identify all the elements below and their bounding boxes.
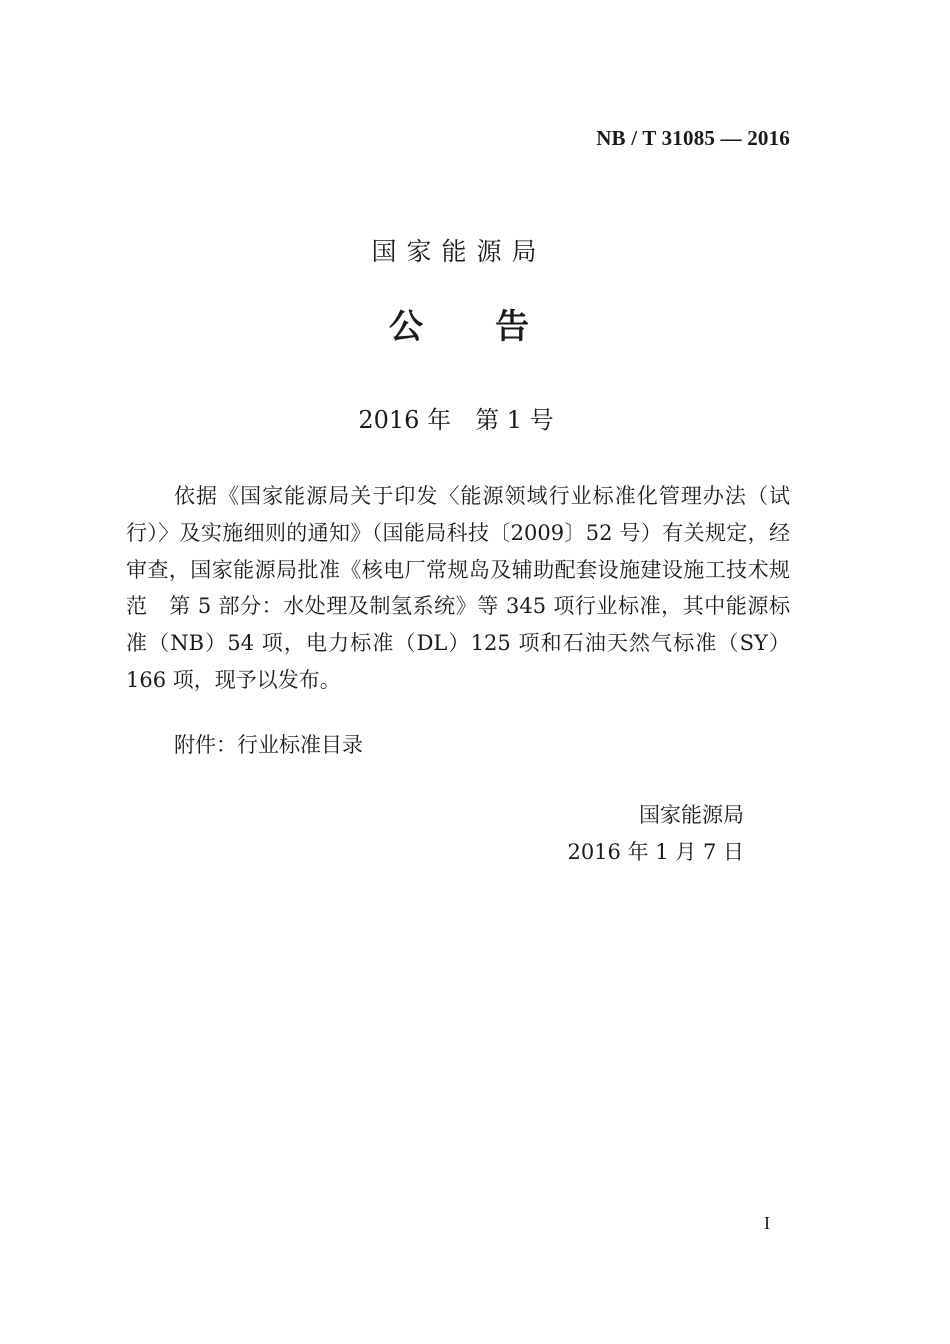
- announcement-body: 依据《国家能源局关于印发〈能源领域行业标准化管理办法（试行）〉及实施细则的通知》（国能局科技〔2009〕52 号）有关规定，经审查，国家能源局批准《核电厂常规岛及辅助配套设施建设施工技术规范 第 5 部分：水处理及制氢系统》等 345 项行业标准，其中能源标准（NB）54 项，电力标准（DL）125 项和石油天然气标准（SY）166 项，现予以发布。: [126, 484, 790, 692]
- attachment-line: 附件：行业标准目录: [174, 733, 363, 757]
- title-char-2: 告: [495, 307, 529, 347]
- issuer-heading: 国家能源局: [371, 237, 547, 266]
- signature-issuer: 国家能源局: [639, 803, 744, 827]
- announcement-title: [0, 299, 918, 348]
- issue-number: 2016 年 第 1 号: [358, 406, 554, 434]
- signature-date: 2016 年 1 月 7 日: [567, 840, 744, 864]
- page-number: I: [764, 1213, 770, 1233]
- title-char-1: 公: [389, 307, 423, 347]
- standard-number: NB / T 31085 — 2016: [596, 126, 790, 150]
